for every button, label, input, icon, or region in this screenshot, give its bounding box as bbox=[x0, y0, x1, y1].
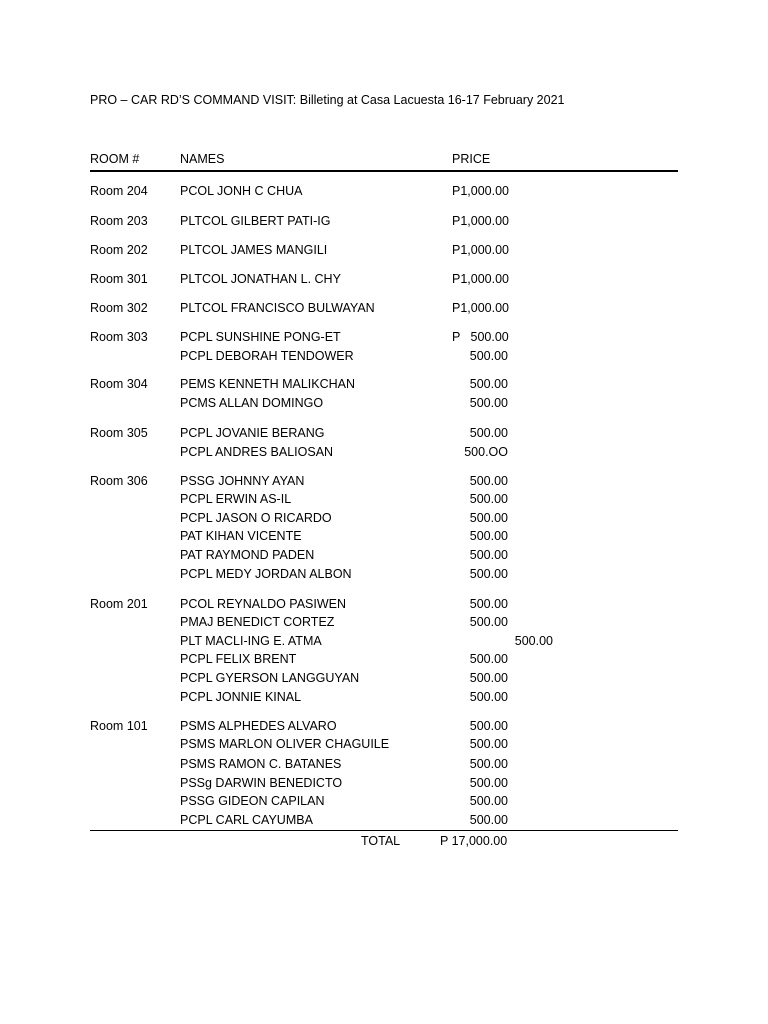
guest-name: PLTCOL JONATHAN L. CHY bbox=[180, 272, 341, 286]
guest-name: PCMS ALLAN DOMINGO bbox=[180, 396, 324, 410]
table-row bbox=[90, 301, 678, 319]
table-row bbox=[90, 184, 678, 202]
room-price: 500.00 bbox=[469, 776, 508, 790]
room-price: P 500.00 bbox=[452, 330, 509, 344]
guest-name: PSSg DARWIN BENEDICTO bbox=[180, 776, 343, 790]
room-price: P1,000.00 bbox=[452, 243, 509, 257]
room-price: 500.00 bbox=[469, 597, 508, 611]
table-row bbox=[90, 719, 678, 737]
guest-name: PAT RAYMOND PADEN bbox=[180, 548, 315, 562]
guest-name: PCPL MEDY JORDAN ALBON bbox=[180, 567, 352, 581]
table-row bbox=[90, 330, 678, 348]
header-names: NAMES bbox=[180, 152, 225, 166]
room-price: 500.00 bbox=[469, 426, 508, 440]
room-number: Room 301 bbox=[90, 272, 148, 286]
guest-name: PCPL SUNSHINE PONG-ET bbox=[180, 330, 341, 344]
room-price: P1,000.00 bbox=[452, 214, 509, 228]
total-rule bbox=[90, 830, 678, 831]
guest-name: PEMS KENNETH MALIKCHAN bbox=[180, 377, 356, 391]
room-number: Room 302 bbox=[90, 301, 148, 315]
header-rule bbox=[90, 170, 678, 172]
table-row bbox=[90, 757, 678, 775]
table-row bbox=[90, 690, 678, 708]
table-row bbox=[90, 445, 678, 463]
room-price: 500.00 bbox=[469, 377, 508, 391]
guest-name: PCOL JONH C CHUA bbox=[180, 184, 303, 198]
room-price: 500.00 bbox=[469, 492, 508, 506]
guest-name: PSSG GIDEON CAPILAN bbox=[180, 794, 325, 808]
guest-name: PLTCOL FRANCISCO BULWAYAN bbox=[180, 301, 375, 315]
header-room: ROOM # bbox=[90, 152, 140, 166]
table-row bbox=[90, 652, 678, 670]
room-number: Room 101 bbox=[90, 719, 148, 733]
table-row bbox=[90, 529, 678, 547]
room-price: 500.00 bbox=[469, 813, 508, 827]
room-price: 500.00 bbox=[469, 671, 508, 685]
table-row bbox=[90, 597, 678, 615]
room-number: Room 306 bbox=[90, 474, 148, 488]
table-row bbox=[90, 349, 678, 367]
room-price: 500.00 bbox=[469, 349, 508, 363]
guest-name: PCPL JASON O RICARDO bbox=[180, 511, 332, 525]
room-price: 500.00 bbox=[469, 474, 508, 488]
room-price: 500.00 bbox=[469, 529, 508, 543]
guest-name: PLT MACLI-ING E. ATMA bbox=[180, 634, 322, 648]
guest-name: PCPL FELIX BRENT bbox=[180, 652, 297, 666]
table-row bbox=[90, 492, 678, 510]
room-price: P1,000.00 bbox=[452, 301, 509, 315]
room-price: 500.00 bbox=[469, 511, 508, 525]
guest-name: PCPL CARL CAYUMBA bbox=[180, 813, 313, 827]
table-row bbox=[90, 671, 678, 689]
table-row bbox=[90, 377, 678, 395]
table-row bbox=[90, 567, 678, 585]
guest-name: PSSG JOHNNY AYAN bbox=[180, 474, 305, 488]
room-price: P1,000.00 bbox=[452, 184, 509, 198]
room-price: 500.OO bbox=[464, 445, 508, 459]
header-price: PRICE bbox=[452, 152, 491, 166]
room-number: Room 305 bbox=[90, 426, 148, 440]
guest-name: PLTCOL JAMES MANGILI bbox=[180, 243, 328, 257]
room-number: Room 304 bbox=[90, 377, 148, 391]
guest-name: PCPL ANDRES BALIOSAN bbox=[180, 445, 334, 459]
room-price: 500.00 bbox=[469, 757, 508, 771]
room-price: 500.00 bbox=[469, 719, 508, 733]
room-price: 500.00 bbox=[469, 652, 508, 666]
room-price: 500.00 bbox=[514, 634, 553, 648]
table-row bbox=[90, 272, 678, 290]
room-number: Room 203 bbox=[90, 214, 148, 228]
guest-name: PCPL JONNIE KINAL bbox=[180, 690, 302, 704]
table-row bbox=[90, 396, 678, 414]
room-price: 500.00 bbox=[469, 548, 508, 562]
room-price: 500.00 bbox=[469, 615, 508, 629]
guest-name: PSMS RAMON C. BATANES bbox=[180, 757, 342, 771]
guest-name: PCPL JOVANIE BERANG bbox=[180, 426, 325, 440]
room-number: Room 201 bbox=[90, 597, 148, 611]
guest-name: PLTCOL GILBERT PATI-IG bbox=[180, 214, 331, 228]
guest-name: PAT KIHAN VICENTE bbox=[180, 529, 302, 543]
table-row bbox=[90, 548, 678, 566]
table-row bbox=[90, 813, 678, 831]
room-number: Room 303 bbox=[90, 330, 148, 344]
document-title: PRO – CAR RD’S COMMAND VISIT: Billeting at Casa Lacuesta 16-17 February 2021 bbox=[90, 93, 565, 107]
room-number: Room 204 bbox=[90, 184, 148, 198]
total-value: P 17,000.00 bbox=[440, 834, 508, 848]
total-label: TOTAL bbox=[361, 834, 401, 848]
table-row bbox=[90, 243, 678, 261]
room-price: P1,000.00 bbox=[452, 272, 509, 286]
table-row bbox=[90, 776, 678, 794]
room-price: 500.00 bbox=[469, 567, 508, 581]
room-price: 500.00 bbox=[469, 794, 508, 808]
room-price: 500.00 bbox=[469, 737, 508, 751]
guest-name: PMAJ BENEDICT CORTEZ bbox=[180, 615, 335, 629]
table-row bbox=[90, 511, 678, 529]
table-row bbox=[90, 634, 678, 652]
table-row bbox=[90, 737, 678, 755]
table-row bbox=[90, 474, 678, 492]
guest-name: PSMS ALPHEDES ALVARO bbox=[180, 719, 337, 733]
guest-name: PCOL REYNALDO PASIWEN bbox=[180, 597, 347, 611]
guest-name: PSMS MARLON OLIVER CHAGUILE bbox=[180, 737, 390, 751]
guest-name: PCPL ERWIN AS-IL bbox=[180, 492, 292, 506]
guest-name: PCPL GYERSON LANGGUYAN bbox=[180, 671, 360, 685]
room-number: Room 202 bbox=[90, 243, 148, 257]
table-row bbox=[90, 615, 678, 633]
room-price: 500.00 bbox=[469, 396, 508, 410]
table-row bbox=[90, 794, 678, 812]
table-row bbox=[90, 214, 678, 232]
table-header bbox=[90, 150, 678, 170]
table-row bbox=[90, 426, 678, 444]
guest-name: PCPL DEBORAH TENDOWER bbox=[180, 349, 354, 363]
room-price: 500.00 bbox=[469, 690, 508, 704]
